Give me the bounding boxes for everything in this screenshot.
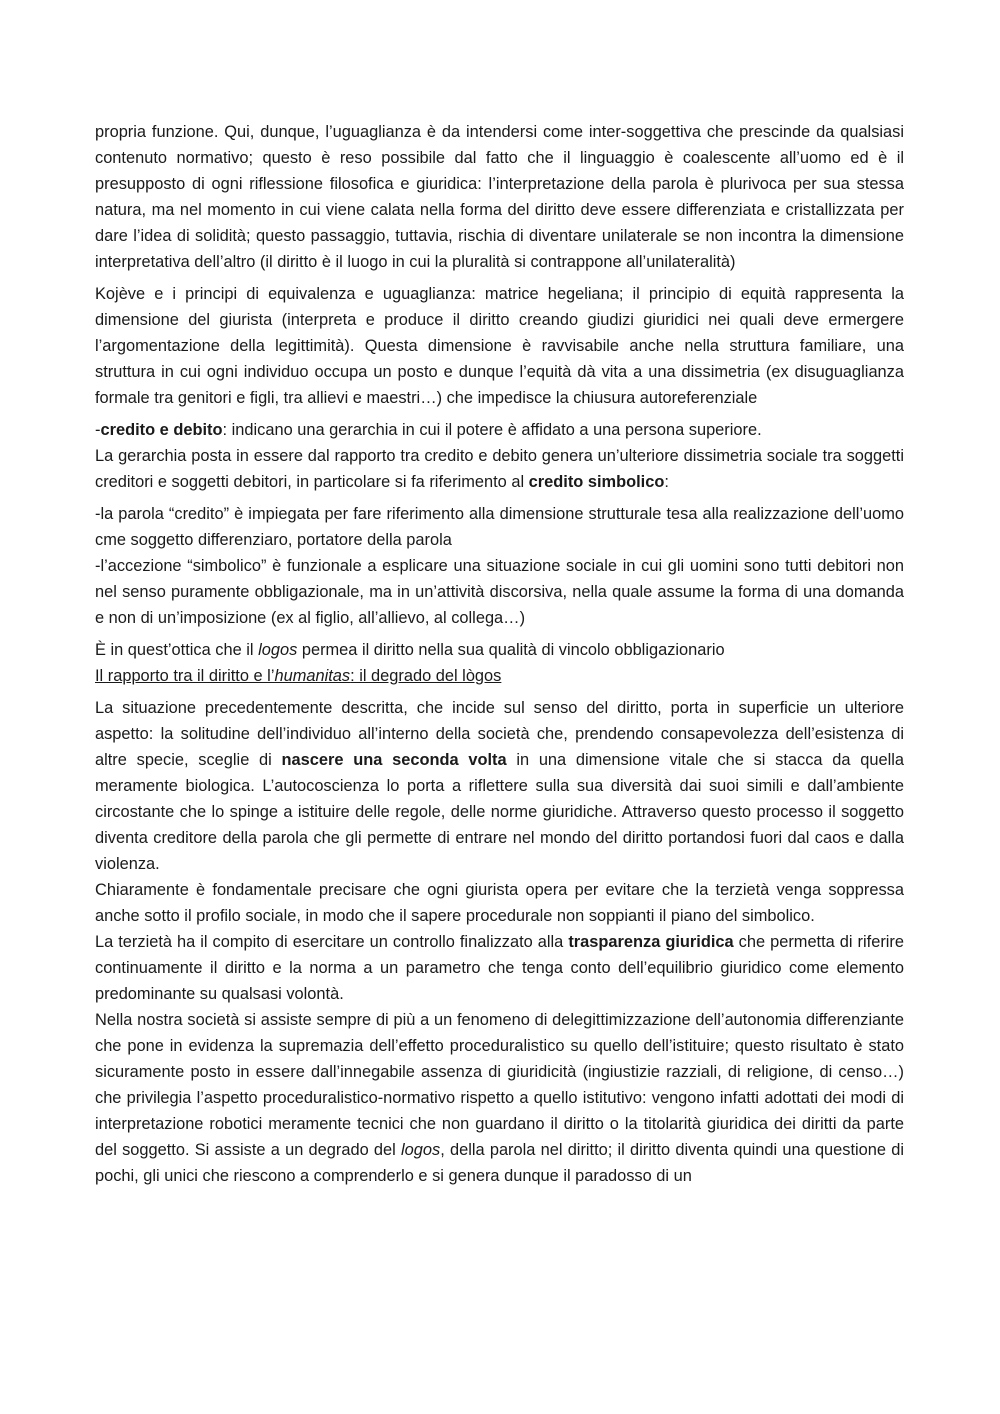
paragraph-text: È in quest’ottica che il [95,641,259,659]
italic-term: logos [258,641,298,659]
paragraph-text: -l’accezione “simbolico” è funzionale a esplicare una situazione sociale in cui gli uomini sono tutti debitori non nel senso puramente obbligazionale, ma in un’attività discorsiva, nella quale assume la forma di una domanda e non di un’imposizione (ex al figlio, all’allievo, al collega…) [95,557,904,627]
paragraph-text: La terzietà ha il compito di esercitare un controllo finalizzato alla [95,933,569,951]
paragraph-text: La gerarchia posta in essere dal rapporto tra credito e debito genera un’ulteriore dissimetria sociale tra soggetti creditori e soggetti debitori, in particolare si fa riferimento al [95,447,904,491]
paragraph-text: -la parola “credito” è impiegata per fare riferimento alla dimensione strutturale tesa alla realizzazione dell’uomo cme soggetto differenziaro, portatore della parola [95,505,904,549]
paragraph-text: La situazione precedentemente descritta, che incide sul senso del diritto, porta in superficie un ulteriore aspetto: la solitudine dell’individuo all’interno della società che, prendendo consapevolezza dell’esistenza di altre specie, sceglie di [95,699,904,769]
paragraph-terzieta-2 [95,929,904,1007]
paragraph-text: propria funzione. Qui, dunque, l’uguaglianza è da intendersi come inter-soggettiva che prescinde da qualsiasi contenuto normativo; questo è reso possibile dal fatto che il linguaggio è coalescente all’uomo ed è il presupposto di ogni riflessione filosofica e giuridica: l’interpretazione della parola è plurivoca per sua stessa natura, ma nel momento in cui viene calata nella forma del diritto deve essere differenziata e cristallizzata per dare l’idea di solidità; questo passaggio, tuttavia, rischia di diventare unilaterale se non incontra la dimensione interpretativa dell’altro (il diritto è il luogo in cui la pluralità si contrappone all’unilateralità) [95,123,904,271]
paragraph-situazione [95,695,904,877]
paragraph-societa [95,1007,904,1189]
paragraph-gerarchia [95,443,904,495]
list-dash: - [95,421,101,439]
paragraph-text: Kojève e i principi di equivalenza e uguaglianza: matrice hegeliana; il principio di equità rappresenta la dimensione del giurista (interpreta e produce il diritto creando giudizi giuridici nei quali deve ermergere l’argomentazione della legittimità). Questa dimensione è ravvisabile anche nella struttura familiare, una struttura in cui ogni individuo occupa un posto e dunque l’equità dà vita a una dissimetria (ex disuguaglianza formale tra genitori e figli, tra allievi e maestri…) che impedisce la chiusura autoreferenziale [95,285,904,407]
paragraph-text: Chiaramente è fondamentale precisare che ogni giurista opera per evitare che la terzietà venga soppressa anche sotto il profilo sociale, in modo che il sapere procedurale non soppianti il piano del simbolico. [95,881,904,925]
bold-term: trasparenza giuridica [568,933,734,951]
heading-text: Il rapporto tra il diritto e l’ [95,667,275,685]
heading-italic: humanitas [274,667,351,685]
paragraph-terzieta-1 [95,877,904,929]
heading-text: : il degrado del lògos [350,667,502,685]
paragraph-text: : indicano una gerarchia in cui il potere è affidato a una persona superiore. [222,421,762,439]
paragraph-text: , della parola nel diritto; il diritto diventa quindi una questione di pochi, gli unici che riescono a comprenderlo e si genera dunque il paradosso di un [95,1141,905,1185]
paragraph-text: in una dimensione vitale che si stacca da quella meramente biologica. L’autocoscienza lo porta a riflettere sulla sua diversità dai suoi simili e dall’ambiente circostante che lo spinge a istituire delle regole, delle norme giuridiche. Attraverso questo processo il soggetto diventa creditore della parola che gli permette di entrare nel mondo del diritto portandosi fuori dal caos e dalla violenza. [95,751,904,873]
paragraph-text: permea il diritto nella sua qualità di vincolo obbligazionario [297,641,725,659]
paragraph-text: Nella nostra società si assiste sempre di più a un fenomeno di delegittimizzazione dell’autonomia differenziante che pone in evidenza la supremazia dell’effetto proceduralistico su quello dell’istituire; questo risultato è stato sicuramente posto in essere dall’innegabile assenza di giuridicità (ingiustizie razziali, di religione, di censo…) che privilegia l’aspetto proceduralistico-normativo rispetto a quello istitutivo: vengono infatti adottati dei modi di interpretazione robotici meramente tecnici che non guardano il diritto o la titolarità giuridica dei diritti da parte del soggetto. Si assiste a un degrado del [95,1011,904,1159]
paragraph-uguaglianza [95,119,904,275]
paragraph-kojeve [95,281,904,411]
bold-term: credito simbolico [528,473,665,491]
paragraph-logos [95,637,904,663]
section-heading [95,663,904,689]
paragraph-simbolico [95,553,904,631]
bold-term: credito e debito [100,421,223,439]
paragraph-text: che permetta di riferire continuamente il diritto e la norma a un parametro che tenga conto dell’equilibrio giuridico come elemento predominante su qualsasi volontà. [95,933,905,1003]
bold-term: nascere una seconda volta [281,751,507,769]
italic-term: logos [401,1141,441,1159]
document-page [95,119,904,1189]
paragraph-credito [95,501,904,553]
paragraph-text: : [664,473,669,491]
paragraph-credito-debito [95,417,904,443]
